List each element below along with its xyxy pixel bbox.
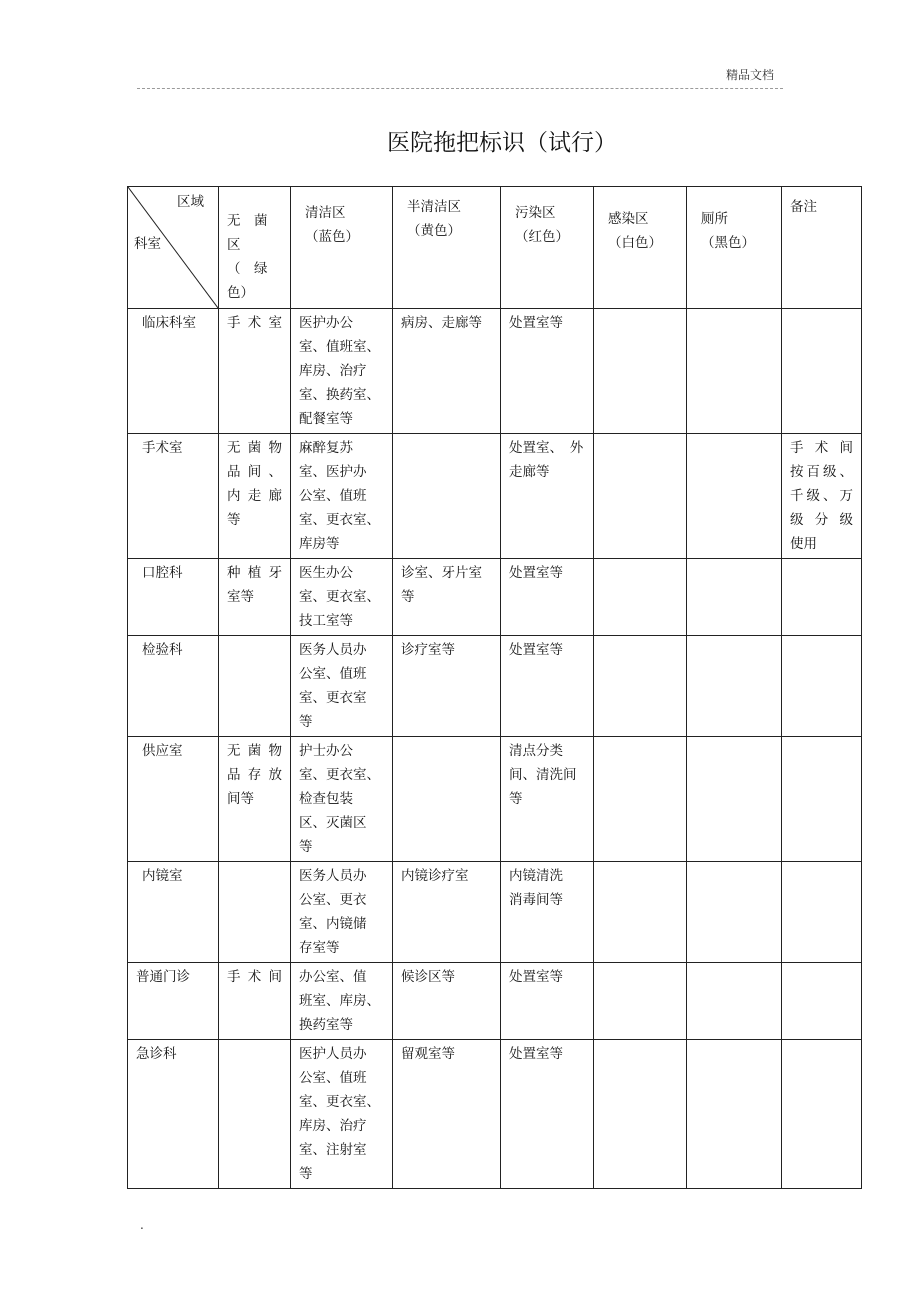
page-title: 医院拖把标识（试行） (387, 130, 617, 156)
cell-toilet (687, 1040, 782, 1189)
cell-line: 室、更衣室、 (299, 1094, 380, 1110)
cell-semi (393, 309, 501, 434)
cell-clean (291, 434, 393, 559)
table-row (128, 963, 862, 1040)
cell-line: 内镜诊疗室 (401, 868, 469, 884)
cell-toilet (687, 309, 782, 434)
dept-cell: 手术室 (128, 434, 219, 559)
cell-line: 室、更衣室、 (299, 512, 380, 528)
cell-line: 等 (299, 714, 313, 730)
cell-line: 医务人员办 (299, 868, 367, 884)
cell-line: 室、换药室、 (299, 387, 380, 403)
cell-infection (594, 862, 687, 963)
cell-sterile (219, 309, 291, 434)
cell-line: 处置室等 (509, 1046, 563, 1062)
cell-line: 内走廊 (227, 488, 282, 504)
cell-line: 间等 (227, 791, 254, 807)
cell-line: 等 (227, 512, 241, 528)
header-rule (137, 88, 783, 89)
cell-line: 内镜清洗 (509, 868, 563, 884)
header-notes (782, 187, 862, 309)
cell-toilet (687, 737, 782, 862)
cell-line: 公室、值班 (299, 666, 367, 682)
cell-polluted (501, 636, 594, 737)
cell-infection (594, 434, 687, 559)
cell-line: 手术间 (227, 969, 282, 985)
cell-sterile (219, 1040, 291, 1189)
dept-cell: 普通门诊 (128, 963, 219, 1040)
cell-semi (393, 737, 501, 862)
table-row (128, 737, 862, 862)
cell-line: 室、内镜储 (299, 916, 367, 932)
cell-polluted (501, 309, 594, 434)
cell-clean (291, 559, 393, 636)
cell-line: 公室、更衣 (299, 892, 367, 908)
cell-line: 办公室、值 (299, 969, 367, 985)
table-row (128, 559, 862, 636)
cell-toilet (687, 862, 782, 963)
cell-line: 库房、治疗 (299, 363, 367, 379)
header-line: 色） (227, 285, 254, 301)
cell-line: 区、灭菌区 (299, 815, 367, 831)
header-line: 无 菌 (227, 213, 268, 229)
corner-zone-label: 区域 (177, 194, 204, 210)
cell-line: 公室、值班 (299, 1070, 367, 1086)
cell-line: 处置室等 (509, 642, 563, 658)
cell-line: 级分级 (790, 512, 853, 528)
cell-line: 间、清洗间 (509, 767, 577, 783)
cell-line: 等 (299, 839, 313, 855)
cell-line: 使用 (790, 536, 817, 552)
cell-sterile (219, 636, 291, 737)
cell-line: 千级、万 (790, 488, 853, 504)
cell-line: 医生办公 (299, 565, 353, 581)
cell-line: 技工室等 (299, 613, 353, 629)
dept-cell: 口腔科 (128, 559, 219, 636)
cell-line: 班室、库房、 (299, 993, 380, 1009)
header-line: 备注 (790, 199, 817, 215)
cell-line: 室、注射室 (299, 1142, 367, 1158)
corner-dept-label: 科室 (134, 236, 161, 252)
cell-line: 配餐室等 (299, 411, 353, 427)
header-line: （黄色） (407, 223, 461, 239)
header-polluted (501, 187, 594, 309)
table-row (128, 309, 862, 434)
cell-line: 等 (401, 589, 415, 605)
cell-infection (594, 309, 687, 434)
cell-notes (782, 434, 862, 559)
cell-infection (594, 963, 687, 1040)
cell-line: 室、更衣室、 (299, 589, 380, 605)
cell-notes (782, 309, 862, 434)
cell-line: 处置室、 外 (509, 440, 584, 456)
header-line: 污染区 (515, 205, 556, 221)
cell-line: 病房、走廊等 (401, 315, 482, 331)
cell-toilet (687, 636, 782, 737)
header-line: 厕所 (701, 211, 728, 227)
cell-line: 室、医护办 (299, 464, 367, 480)
cell-line: 品间、 (227, 464, 282, 480)
cell-line: 等 (299, 1166, 313, 1182)
cell-clean (291, 309, 393, 434)
cell-clean (291, 963, 393, 1040)
cell-line: 留观室等 (401, 1046, 455, 1062)
cell-line: 走廊等 (509, 464, 550, 480)
cell-line: 种植牙 (227, 565, 282, 581)
dept-cell: 急诊科 (128, 1040, 219, 1189)
cell-infection (594, 737, 687, 862)
header-semi (393, 187, 501, 309)
header-line: 清洁区 (305, 205, 346, 221)
cell-semi (393, 862, 501, 963)
cell-line: 室、值班室、 (299, 339, 380, 355)
header-line: 区 (227, 237, 241, 253)
cell-line: 公室、值班 (299, 488, 367, 504)
cell-clean (291, 862, 393, 963)
header-sterile (219, 187, 291, 309)
dept-cell: 检验科 (128, 636, 219, 737)
cell-line: 诊室、牙片室 (401, 565, 482, 581)
cell-clean (291, 636, 393, 737)
header-clean (291, 187, 393, 309)
header-infection (594, 187, 687, 309)
cell-semi (393, 1040, 501, 1189)
cell-line: 消毒间等 (509, 892, 563, 908)
cell-sterile (219, 559, 291, 636)
watermark-text: 精品文档 (726, 68, 775, 82)
cell-line: 手术室 (227, 315, 282, 331)
cell-notes (782, 963, 862, 1040)
cell-line: 候诊区等 (401, 969, 455, 985)
cell-polluted (501, 862, 594, 963)
cell-semi (393, 636, 501, 737)
cell-polluted (501, 559, 594, 636)
cell-sterile (219, 737, 291, 862)
cell-infection (594, 1040, 687, 1189)
cell-clean (291, 1040, 393, 1189)
cell-line: 检查包装 (299, 791, 353, 807)
cell-line: 品存放 (227, 767, 282, 783)
cell-line: 库房等 (299, 536, 340, 552)
table-row (128, 862, 862, 963)
dept-cell: 内镜室 (128, 862, 219, 963)
cell-line: 无菌物 (227, 440, 282, 456)
cell-semi (393, 559, 501, 636)
cell-line: 诊疗室等 (401, 642, 455, 658)
cell-line: 麻醉复苏 (299, 440, 353, 456)
cell-infection (594, 559, 687, 636)
dept-cell: 临床科室 (128, 309, 219, 434)
header-line: （蓝色） (305, 229, 359, 245)
cell-line: 医护人员办 (299, 1046, 367, 1062)
cell-toilet (687, 963, 782, 1040)
cell-notes (782, 737, 862, 862)
cell-polluted (501, 737, 594, 862)
cell-line: 手术间 (790, 440, 853, 456)
header-line: （红色） (515, 229, 569, 245)
header-line: （白色） (608, 235, 662, 251)
cell-toilet (687, 559, 782, 636)
cell-notes (782, 862, 862, 963)
cell-notes (782, 559, 862, 636)
dept-cell: 供应室 (128, 737, 219, 862)
cell-polluted (501, 434, 594, 559)
cell-line: 室、更衣室 (299, 690, 367, 706)
cell-line: 医务人员办 (299, 642, 367, 658)
cell-sterile (219, 862, 291, 963)
cell-line: 按百级、 (790, 464, 853, 480)
corner-header-cell (128, 187, 219, 309)
header-line: 半清洁区 (407, 199, 461, 215)
cell-notes (782, 1040, 862, 1189)
cell-line: 处置室等 (509, 565, 563, 581)
cell-polluted (501, 1040, 594, 1189)
footer-dot: . (140, 1218, 144, 1232)
cell-line: 无菌物 (227, 743, 282, 759)
cell-line: 等 (509, 791, 523, 807)
header-line: 感染区 (608, 211, 649, 227)
cell-semi (393, 434, 501, 559)
cell-infection (594, 636, 687, 737)
cell-line: 护士办公 (299, 743, 353, 759)
table-row (128, 636, 862, 737)
cell-line: 清点分类 (509, 743, 563, 759)
cell-line: 处置室等 (509, 969, 563, 985)
cell-polluted (501, 963, 594, 1040)
cell-line: 医护办公 (299, 315, 353, 331)
header-toilet (687, 187, 782, 309)
cell-line: 库房、治疗 (299, 1118, 367, 1134)
cell-line: 存室等 (299, 940, 340, 956)
cell-sterile (219, 434, 291, 559)
header-line: （黑色） (701, 235, 755, 251)
cell-line: 室、更衣室、 (299, 767, 380, 783)
cell-semi (393, 963, 501, 1040)
cell-line: 室等 (227, 589, 254, 605)
cell-line: 换药室等 (299, 1017, 353, 1033)
cell-line: 处置室等 (509, 315, 563, 331)
header-line: （ 绿 (227, 261, 268, 277)
mop-zone-table (127, 186, 862, 1189)
cell-toilet (687, 434, 782, 559)
cell-clean (291, 737, 393, 862)
cell-notes (782, 636, 862, 737)
table-row (128, 434, 862, 559)
cell-sterile (219, 963, 291, 1040)
table-row (128, 1040, 862, 1189)
